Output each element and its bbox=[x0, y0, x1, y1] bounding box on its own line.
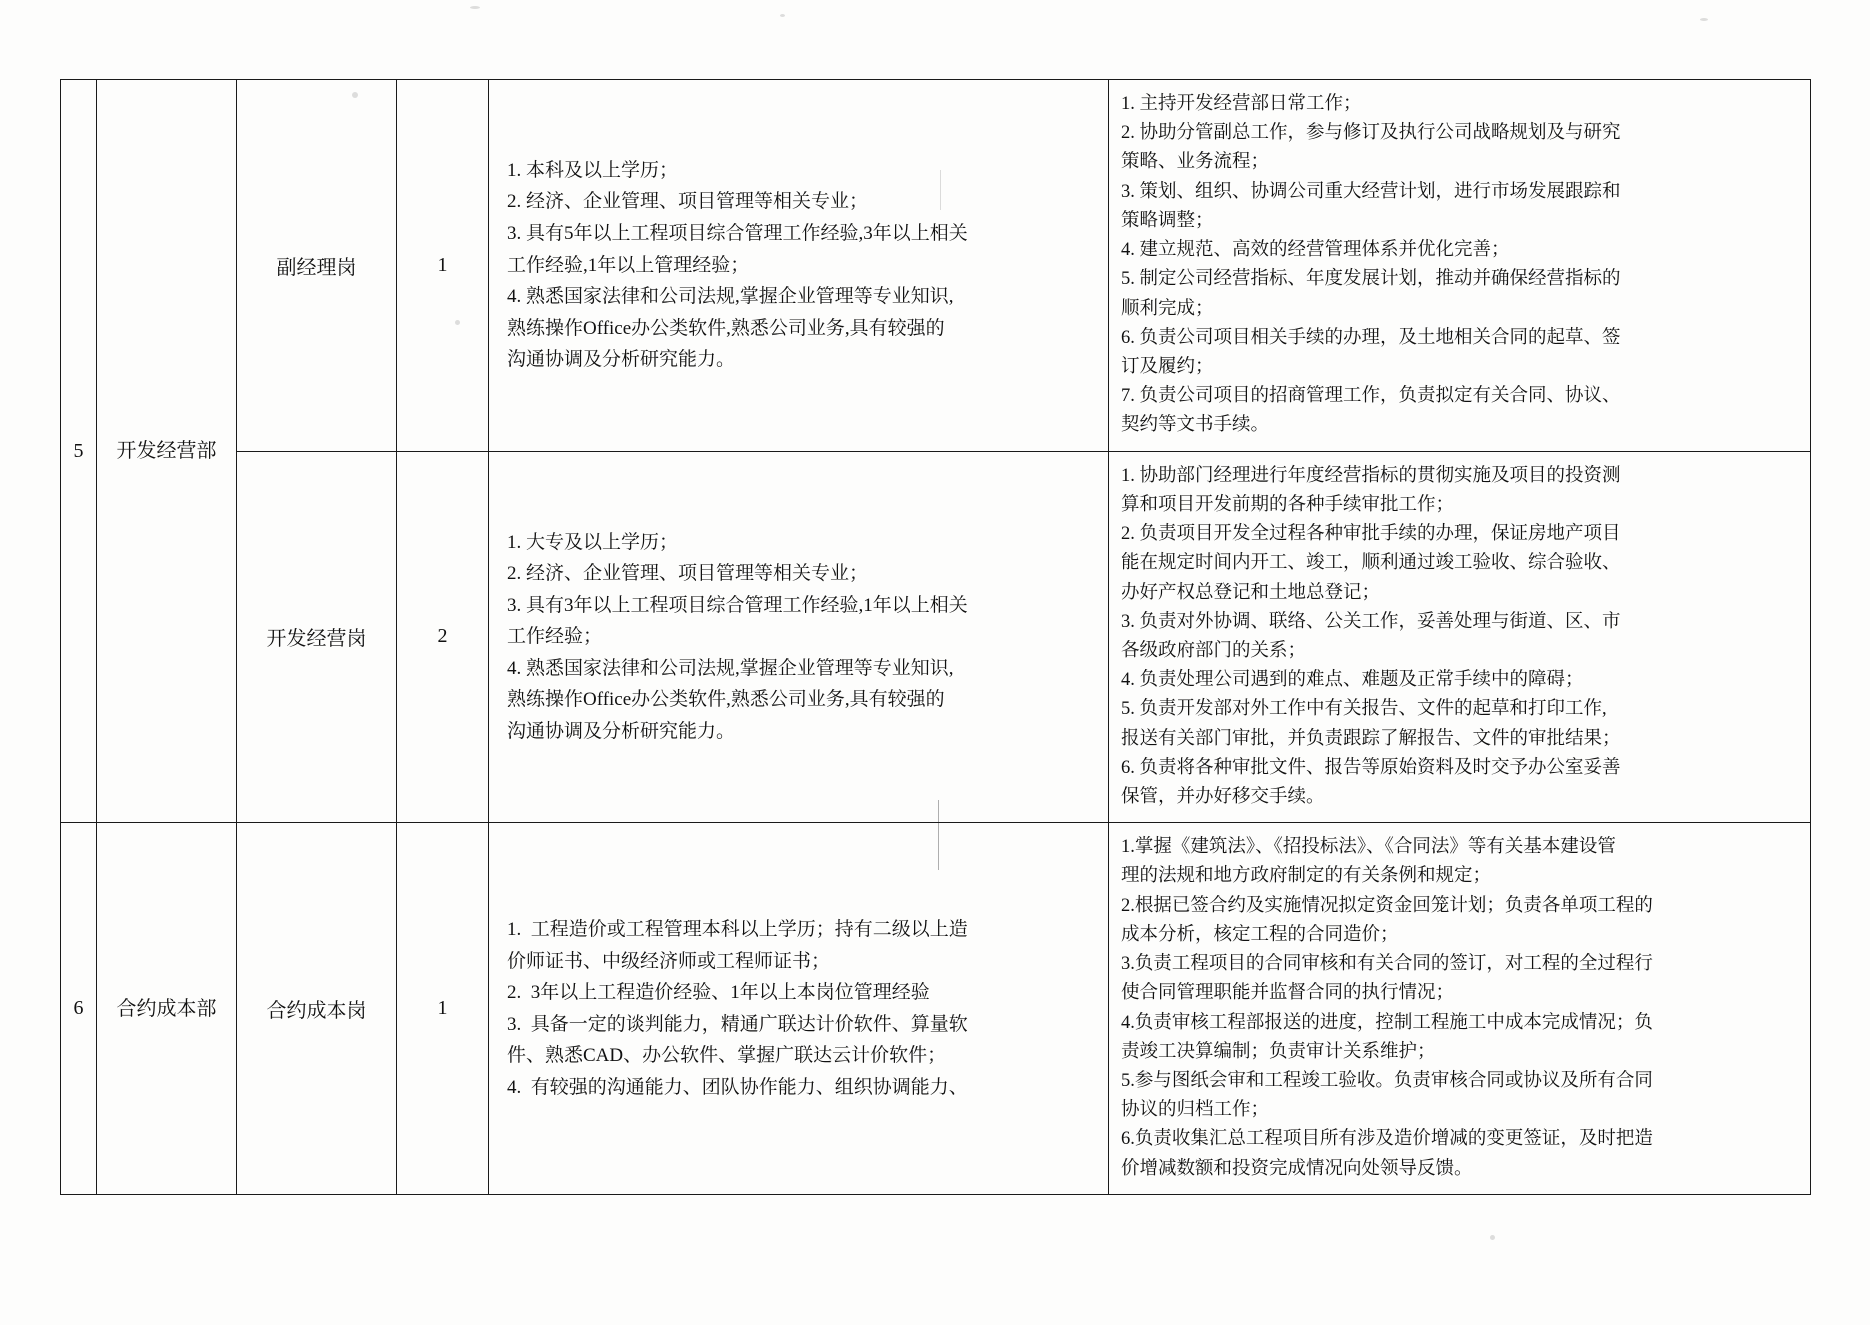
requirements-text: 1. 本科及以上学历； 2. 经济、企业管理、项目管理等相关专业； 3. 具有5年以上工程项目综合管理工作经验,3年以上相关 工作经验,1年以上管理经验； 4. 熟悉国家法律和公司法规,掌握企业管理等专业知识, 熟练操作Office办公类软件,熟悉公司业务,具有较强的 沟通协调及分析研究能力。 bbox=[507, 159, 968, 371]
cell-department: 开发经营部 bbox=[97, 80, 237, 823]
table-row bbox=[61, 451, 1811, 823]
duties-text: 1. 协助部门经理进行年度经营指标的贯彻实施及项目的投资测 算和项目开发前期的各种手续审批工作； 2. 负责项目开发全过程各种审批手续的办理，保证房地产项目 能在规定时间内开工、竣工，顺利通过竣工验收、综合验收、 办好产权总登记和土地总登记； 3. 负责对外协调、联络、公关工作，妥善处理与街道、区、市 各级政府部门的关系； 4. 负责处理公司遇到的难点、难题及正常手续中的障碍； 5. 负责开发部对外工作中有关报告、文件的起草和打印工作, 报送有关部门审批，并负责跟踪了解报告、文件的审批结果； 6. 负责将各种审批文件、报告等原始资料及时交予办公室妥善 保管，并办好移交手续。 bbox=[1121, 465, 1621, 808]
cell-requirements bbox=[489, 80, 1109, 452]
cell-duties bbox=[1109, 80, 1811, 452]
scan-speck bbox=[1490, 1235, 1495, 1240]
cell-position-title: 开发经营岗 bbox=[237, 451, 397, 823]
cell-serial-number: 6 bbox=[61, 823, 97, 1195]
cell-duties bbox=[1109, 823, 1811, 1195]
scan-speck bbox=[780, 14, 785, 17]
cell-headcount: 1 bbox=[397, 80, 489, 452]
cell-position-title: 副经理岗 bbox=[237, 80, 397, 452]
requirements-text: 1. 大专及以上学历； 2. 经济、企业管理、项目管理等相关专业； 3. 具有3年以上工程项目综合管理工作经验,1年以上相关 工作经验； 4. 熟悉国家法律和公司法规,掌握企业管理等专业知识, 熟练操作Office办公类软件,熟悉公司业务,具有较强的 沟通协调及分析研究能力。 bbox=[507, 531, 968, 742]
table-row bbox=[61, 823, 1811, 1195]
cell-requirements bbox=[489, 823, 1109, 1195]
cell-position-title: 合约成本岗 bbox=[237, 823, 397, 1195]
job-requirements-table bbox=[60, 79, 1811, 1195]
cell-requirements bbox=[489, 451, 1109, 823]
requirements-text: 1. 工程造价或工程管理本科以上学历；持有二级以上造 价师证书、中级经济师或工程师证书； 2. 3年以上工程造价经验、1年以上本岗位管理经验 3. 具备一定的谈判能力，精通广联达计价软件、算量软 件、熟悉CAD、办公软件、掌握广联达云计价软件； 4. 有较强的沟通能力、团队协作能力、组织协调能力、 bbox=[507, 918, 968, 1098]
duties-text: 1.掌握《建筑法》、《招投标法》、《合同法》等有关基本建设管 理的法规和地方政府制定的有关条例和规定； 2.根据已签合约及实施情况拟定资金回笼计划；负责各单项工程的 成本分析，核定工程的合同造价； 3.负责工程项目的合同审核和有关合同的签订，对工程的全过程行 使合同管理职能并监督合同的执行情况； 4.负责审核工程部报送的进度，控制工程施工中成本完成情况；负 责竣工决算编制；负责审计关系维护； 5.参与图纸会审和工程竣工验收。负责审核合同或协议及所有合同 协议的归档工作； 6.负责收集汇总工程项目所有涉及造价增减的变更签证，及时把造 价增减数额和投资完成情况向处领导反馈。 bbox=[1121, 837, 1653, 1179]
cell-department: 合约成本部 bbox=[97, 823, 237, 1195]
table-row bbox=[61, 80, 1811, 452]
cell-headcount: 2 bbox=[397, 451, 489, 823]
cell-headcount: 1 bbox=[397, 823, 489, 1195]
scan-speck bbox=[470, 6, 480, 9]
cell-duties bbox=[1109, 451, 1811, 823]
cell-serial-number: 5 bbox=[61, 80, 97, 823]
duties-text: 1. 主持开发经营部日常工作； 2. 协助分管副总工作，参与修订及执行公司战略规划及与研究 策略、业务流程； 3. 策划、组织、协调公司重大经营计划，进行市场发展跟踪和 策略调整； 4. 建立规范、高效的经营管理体系并优化完善； 5. 制定公司经营指标、年度发展计划，推动并确保经营指标的 顺利完成； 6. 负责公司项目相关手续的办理，及土地相关合同的起草、签 订及履约； 7. 负责公司项目的招商管理工作，负责拟定有关合同、协议、 契约等文书手续。 bbox=[1121, 94, 1621, 436]
scan-speck bbox=[1700, 18, 1708, 21]
